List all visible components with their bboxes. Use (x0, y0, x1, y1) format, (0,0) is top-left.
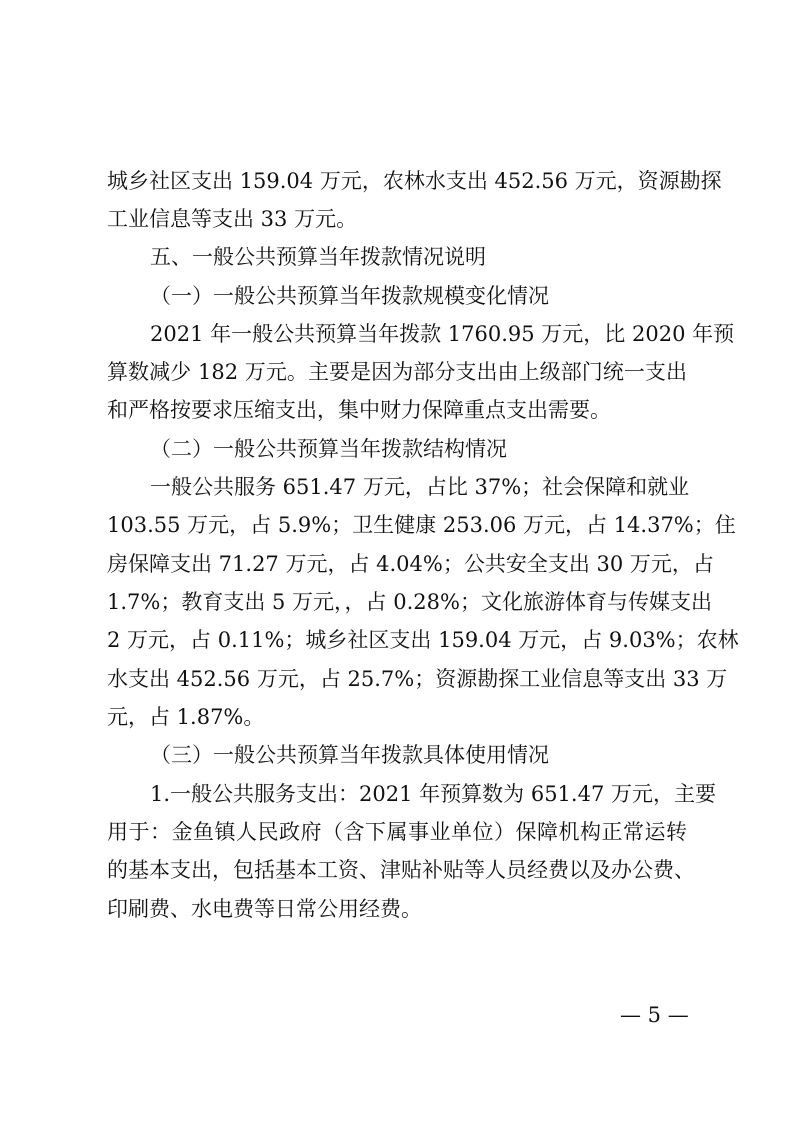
subsection-heading: （一）一般公共预算当年拨款规模变化情况 (150, 284, 549, 308)
paragraph-line: 房保障支出 71.27 万元，占 4.04%；公共安全支出 30 万元，占 (107, 552, 714, 576)
page-number: — 5 — (620, 1003, 689, 1027)
paragraph-line: 1.7%；教育支出 5 万元，，占 0.28%；文化旅游体育与传媒支出 (107, 590, 712, 614)
paragraph-line: 印刷费、水电费等日常公用经费。 (107, 897, 422, 921)
paragraph-line: 2021 年一般公共预算当年拨款 1760.95 万元，比 2020 年预 (150, 322, 735, 346)
paragraph-line: 一般公共服务 651.47 万元，占比 37%；社会保障和就业 (150, 475, 690, 499)
paragraph-line: 用于：金鱼镇人民政府（含下属事业单位）保障机构正常运转 (107, 820, 687, 844)
paragraph-line: 103.55 万元，占 5.9%；卫生健康 253.06 万元，占 14.37%；住 (107, 513, 736, 537)
paragraph-line: 1.一般公共服务支出：2021 年预算数为 651.47 万元，主要 (150, 782, 716, 806)
paragraph-line: 城乡社区支出 159.04 万元，农林水支出 452.56 万元，资源勘探 (107, 169, 722, 193)
section-heading: 五、一般公共预算当年拨款情况说明 (150, 245, 486, 269)
paragraph-line: 和严格按要求压缩支出，集中财力保障重点支出需要。 (107, 398, 611, 422)
paragraph-line: 2 万元，占 0.11%；城乡社区支出 159.04 万元，占 9.03%；农林 (107, 628, 739, 652)
paragraph-line: 元，占 1.87%。 (107, 705, 265, 729)
subsection-heading: （三）一般公共预算当年拨款具体使用情况 (150, 743, 549, 767)
paragraph-line: 水支出 452.56 万元，占 25.7%；资源勘探工业信息等支出 33 万 (107, 667, 728, 691)
paragraph-line: 的基本支出，包括基本工资、津贴补贴等人员经费以及办公费、 (107, 858, 695, 882)
paragraph-line: 算数减少 182 万元。主要是因为部分支出由上级部门统一支出 (107, 360, 687, 384)
paragraph-line: 工业信息等支出 33 万元。 (107, 207, 358, 231)
subsection-heading: （二）一般公共预算当年拨款结构情况 (150, 437, 507, 461)
